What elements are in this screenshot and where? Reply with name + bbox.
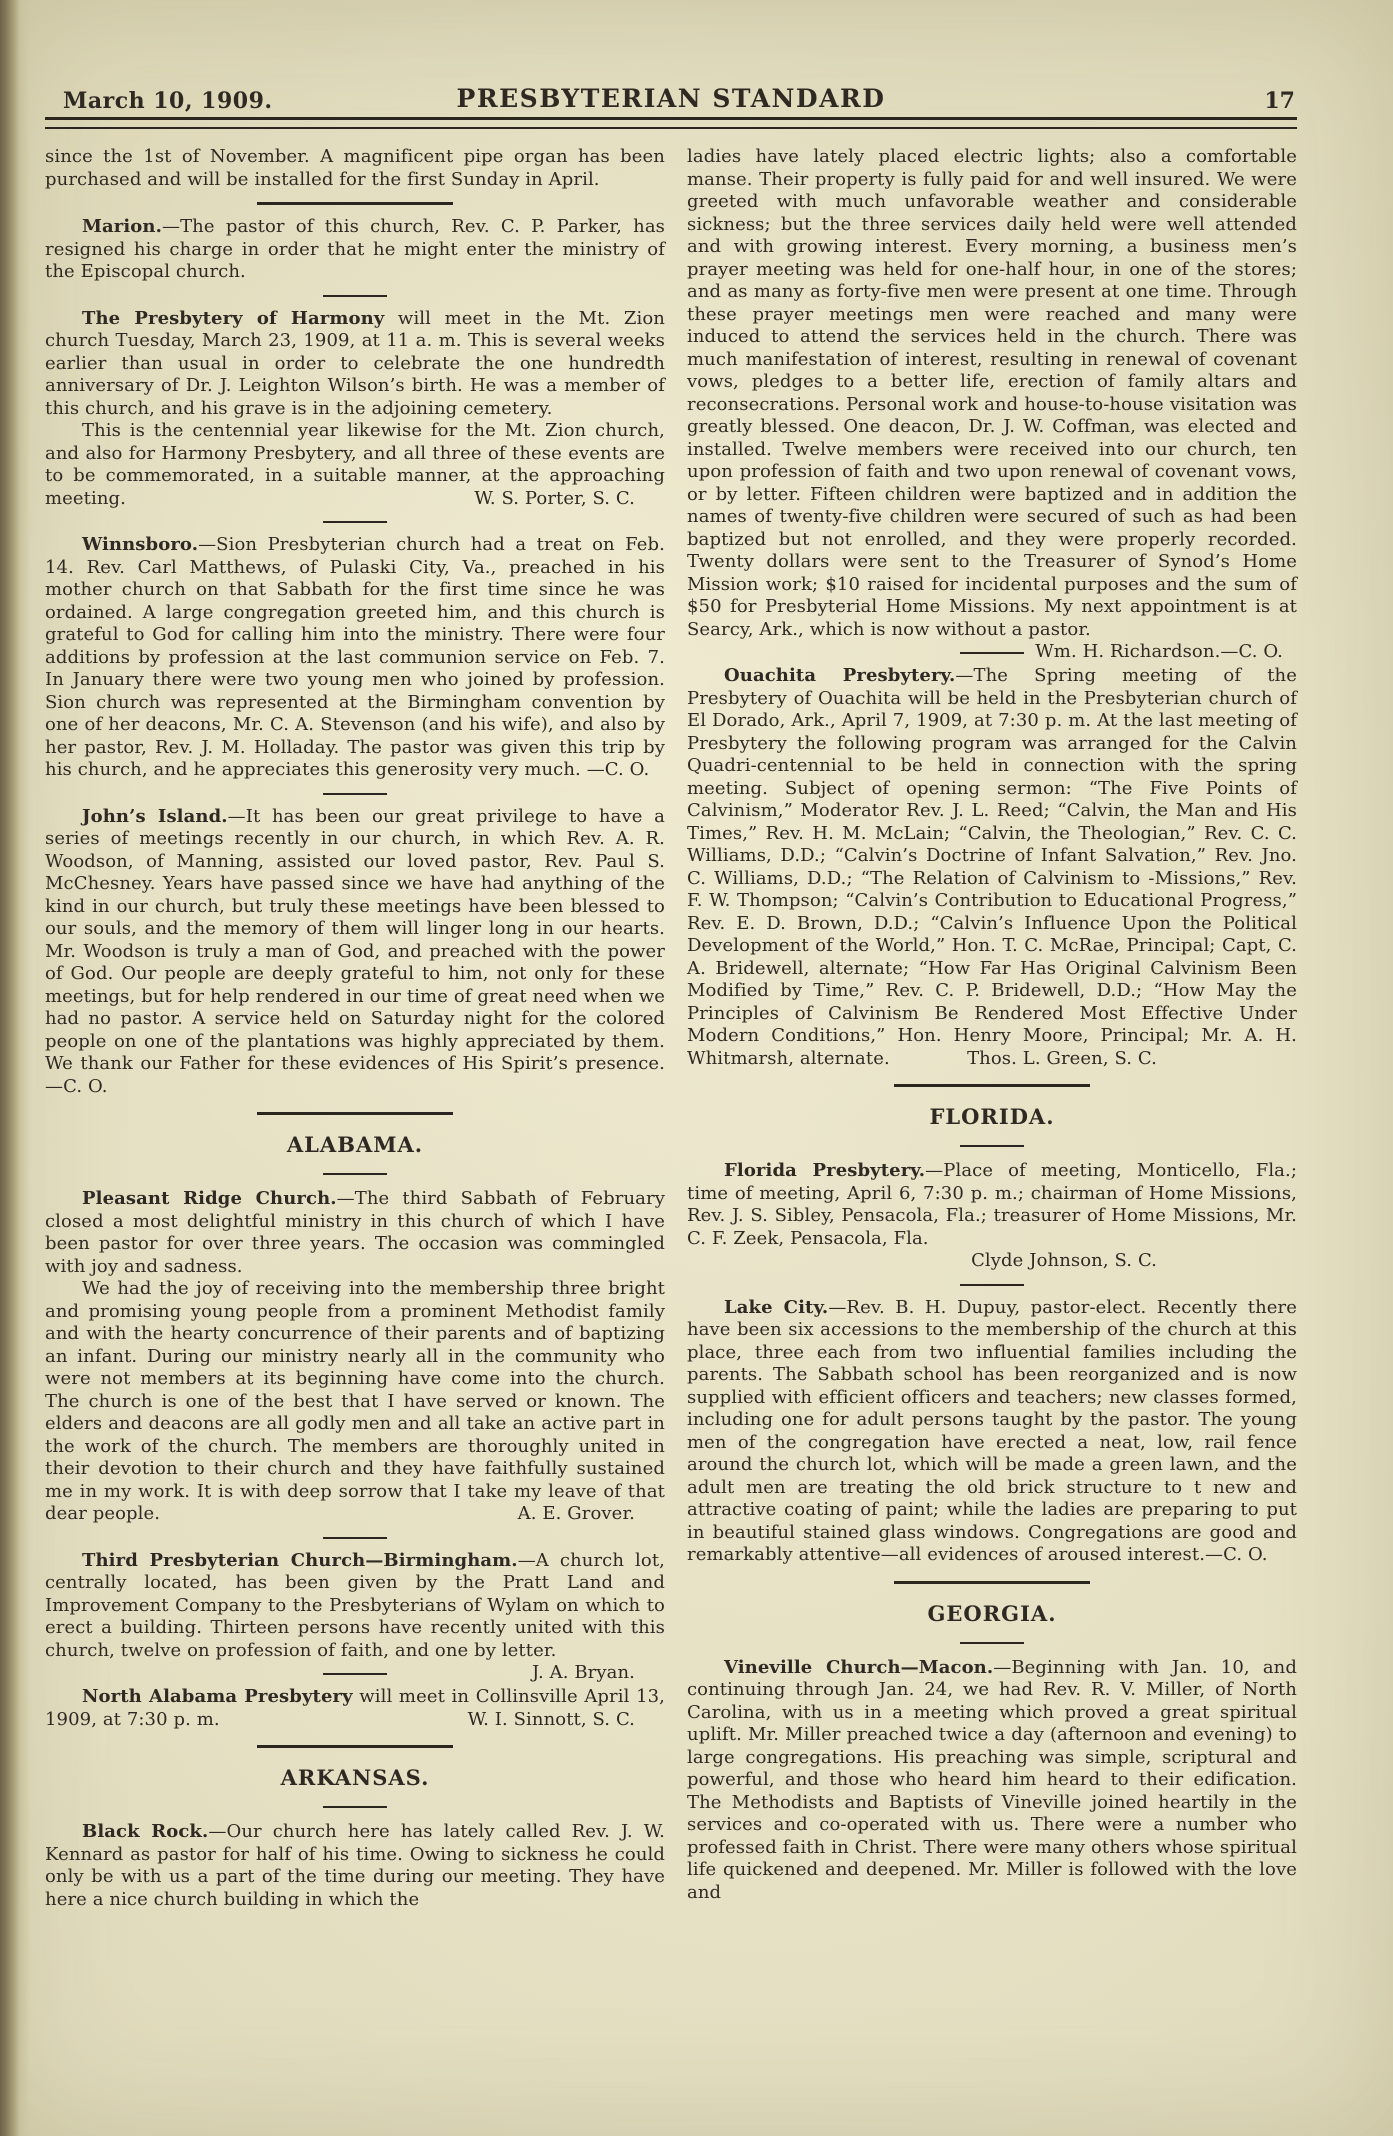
paragraph (45, 1686, 665, 1731)
masthead (45, 86, 1297, 116)
article-text: ladies have lately placed electric lights; also a comfortable manse. Their property is fully paid for and well insured. We were greeted with much unfavorable weather and considerable sickness; but the three services daily held were well attended and with growing interest. Every morning, a business men’s prayer meeting was held for one-half hour, in one of the stores; and as many as forty-five men were present at one time. Through these prayer meetings men were reached and many were induced to attend the services held in the church. There was much manifestation of interest, resulting in renewal of covenant vows, pledges to a better life, erection of family altars and reconsecrations. Personal work and house-to-house visitation was greatly blessed. One deacon, Dr. J. W. Coffman, was elected and installed. Twelve members were received into our church, ten upon profession of faith and two upon renewal of covenant vows, or by letter. Fifteen children were baptized and in addition the names of twenty-five children were secured of such as had been baptized but not enrolled, and they were properly recorded. Twenty dollars were sent to the Treasurer of Synod’s Home Mission work; $10 raised for incidental purposes and the sum of $50 for Presbyterial Home Missions. My next appointment is at Searcy, Ark., which is now without a pastor. (687, 146, 1297, 640)
section-divider (960, 1642, 1024, 1644)
paragraph (45, 1821, 665, 1911)
section-divider (960, 1145, 1024, 1147)
article-signature: W. S. Porter, S. C. (474, 487, 635, 509)
article-divider (323, 295, 387, 297)
article-lead: Vineville Church—Macon. (724, 1656, 994, 1678)
article-lead: Lake City. (724, 1296, 829, 1318)
article-text: will meet in Collinsville April 13, 1909, at 7:30 p. m. (45, 1686, 665, 1730)
article-lead: The Presbytery of Harmony (82, 307, 385, 329)
article-signature: W. I. Sinnott, S. C. (467, 1708, 635, 1730)
article-lead: Ouachita Presbytery. (724, 665, 956, 686)
article-text: —Place of meeting, Monticello, Fla.; time of meeting, April 6, 7:30 p. m.; chairman of Home Missions, Rev. J. S. Sibley, Pensacola, Fla.; treasurer of Home Missions, Mr. C. F. Zeek, Pensacola, Fla. (687, 1160, 1297, 1249)
paragraph (687, 1657, 1297, 1905)
article-text: —Sion Presbyterian church had a treat on Feb. 14. Rev. Carl Matthews, of Pulaski City, Va., preached in his mother church on that Sabbath for the first time since he was ordained. A large congregation greeted him, and this church is grateful to God for calling him into the ministry. There were four additions by profession at the last communion service on Feb. 7. In January there were two young men who joined by profession. Sion church was represented at the Birmingham convention by one of her deacons, Mr. C. A. Stevenson (and his wife), and also by her pastor, Rev. J. M. Holladay. The pastor was given this trip by his church, and he appreciates this generosity very much. —C. O. (45, 534, 665, 780)
article-text: will meet in the Mt. Zion church Tuesday, March 23, 1909, at 11 a. m. This is several weeks earlier than usual in order to celebrate the one hundredth anniversary of Dr. J. Leighton Wilson’s birth. He was a member of this church, and his grave is in the adjoining cemetery. (45, 307, 666, 419)
article-lead: Marion. (82, 216, 162, 237)
section-heading-florida: FLORIDA. (929, 1104, 1055, 1129)
article-text: We had the joy of receiving into the membership three bright and promising young people from a prominent Methodist family and with the hearty concurrence of their parents and of baptizing an infant. During our ministry nearly all in the community who were not members at its beginning have come into the church. The church is one of the best that I have served or known. The elders and deacons are all godly men and all take an active part in the work of the church. The members are thoroughly united in their devotion to their church and they have faithfully sustained me in my work. It is with deep sorrow that I take my leave of that dear people. (45, 1278, 665, 1524)
article-signature: J. A. Bryan. (532, 1662, 635, 1683)
paragraph (45, 308, 665, 421)
paragraph (45, 806, 665, 1099)
paragraph (687, 146, 1297, 662)
signature-line (687, 1250, 1297, 1273)
article-vineville-church (687, 1657, 1297, 1905)
article-lead: Third Presbyterian Church—Birmingham. (82, 1549, 518, 1571)
article-text: —Our church here has lately called Rev. J. W. Kennard as pastor for half of his time. Owing to sickness he could only be with us a part of the time during our meeting. They have here a nice church building in which the (45, 1821, 665, 1910)
article-text: —Beginning with Jan. 10, and continuing through Jan. 24, we had Rev. R. V. Miller, of North Carolina, with us in a meeting which proved a great spiritual uplift. Mr. Miller preached twice a day (afternoon and evening) to large congregations. His preaching was simple, scriptural and powerful, and those who heard him heard to their edification. The Methodists and Baptists of Vineville joined heartily in the services and co-operated with us. There were a number who professed faith in Christ. There were many others whose spiritual life quickened and deepened. Mr. Miller is followed with the love and (687, 1656, 1297, 1903)
article-text: —A church lot, centrally located, has been given by the Pratt Land and Improvement Company to the Presbyterians of Wylam on which to erect a building. Thirteen persons have recently united with this church, twelve on profession of faith, and one by letter. (45, 1549, 666, 1661)
paragraph (45, 1278, 665, 1526)
section-heading-alabama: ALABAMA. (286, 1132, 424, 1157)
article-text: —Rev. B. H. Dupuy, pastor-elect. Recently there have been six accessions to the membership of the church at this place, three each from two influential families including the parents. The Sabbath school has been reorganized and is now supplied with efficient officers and teachers; new classes formed, including one for adult persons taught by the pastor. The young men of the congregation have erected a neat, low, rail fence around the church lot, which will be made a green lawn, and the adult men are treating the old brick structure to t new and attractive coating of paint; while the ladies are preparing to put in beautiful stained glass windows. Congregations are good and remarkably attentive—all evidences of aroused interest.—C. O. (687, 1296, 1297, 1565)
article-divider-long (257, 202, 453, 205)
article-third-presbyterian (45, 1549, 666, 1683)
paragraph (45, 1188, 665, 1278)
article-black-rock (45, 1821, 665, 1911)
paragraph (45, 534, 665, 782)
article-continuation-left (45, 146, 665, 191)
paragraph (687, 1297, 1297, 1567)
section-heading-arkansas: ARKANSAS. (280, 1765, 430, 1790)
section-divider (257, 1112, 453, 1115)
article-text: —The Spring meeting of the Presbytery of Ouachita will be held in the Presbyterian church of El Dorado, Ark., April 7, 1909, at 7:30 p. m. At the last meeting of Presbytery the following program was arranged for the Calvin Quadri-centennial to be held in connection with the spring meeting. Subject of opening sermon: “The Five Points of Calvinism,” Moderator Rev. J. L. Reed; “Calvin, the Man and His Times,” Rev. H. M. McLain; “Calvin, the Theologian,” Rev. C. C. Williams, D.D.; “Calvin’s Doctrine of Infant Salvation,” Rev. Jno. C. Williams, D.D.; “The Relation of Calvinism to -Missions,” Rev. F. W. Thompson; “Calvin’s Contribution to Educational Progress,” Rev. E. D. Brown, D.D.; “Calvin’s Influence Upon the Political Development of the World,” Hon. T. C. McRae, Principal; Capt, C. A. Bridewell, alternate; “How Far Has Original Calvinism Been Modified by Time,” Rev. C. P. Bridewell, D.D.; “How May the Principles of Calvinism Be Rendered Most Effective Under Modern Conditions,” Hon. Henry Moore, Principal; Mr. A. H. Whitmarsh, alternate. (687, 665, 1297, 1069)
article-winnsboro (45, 534, 665, 782)
section-divider (323, 1173, 387, 1175)
article-lead: Florida Presbytery. (724, 1160, 926, 1181)
paragraph (45, 420, 665, 510)
article-divider (323, 1673, 387, 1675)
article-florida-presbytery (687, 1160, 1297, 1273)
issue-date: March 10, 1909. (63, 88, 273, 114)
paragraph (45, 146, 665, 191)
section-divider (894, 1084, 1090, 1087)
page-body (45, 146, 1297, 1911)
article-divider (960, 1284, 1024, 1286)
paragraph (687, 1160, 1297, 1250)
article-divider (323, 793, 387, 795)
article-text: This is the centennial year likewise for the Mt. Zion church, and also for Harmony Presbytery, and all three of these events are to be commemorated, in a suitable manner, at the approaching meeting. (45, 420, 665, 509)
article-text: —It has been our great privilege to have a series of meetings recently in our church, in which Rev. A. R. Woodson, of Manning, assisted our loved pastor, Rev. Paul S. McChesney. Years have passed since we have had anything of the kind in our church, but truly these meetings have been blessed to our souls, and the memory of them will linger long in our hearts. Mr. Woodson is truly a man of God, and preached with the power of God. Our people are deeply grateful to him, not only for these meetings, but for help rendered in our time of great need when we had no pastor. A service held on Saturday night for the colored people on one of the plantations was highly appreciated by them. We thank our Father for these evidences of His Spirit’s presence.—C. O. (45, 805, 666, 1097)
article-divider (323, 521, 387, 523)
section-heading-georgia: GEORGIA. (927, 1600, 1057, 1626)
page-binding-edge (0, 0, 30, 2136)
paragraph (687, 665, 1297, 1070)
section-divider (894, 1581, 1090, 1584)
article-divider (960, 652, 1024, 654)
publication-title: PRESBYTERIAN STANDARD (456, 84, 886, 113)
article-signature: A. E. Grover. (517, 1503, 635, 1524)
article-signature: Wm. H. Richardson.—C. O. (1035, 641, 1283, 662)
article-marion (45, 216, 665, 284)
article-lake-city (687, 1297, 1297, 1567)
paragraph (45, 216, 665, 284)
article-continuation-right (687, 146, 1297, 662)
article-text: —The third Sabbath of February closed a most delightful ministry in this church of which I have been pastor for over three years. The occasion was commingled with joy and sadness. (45, 1188, 665, 1277)
article-johns-island (45, 806, 665, 1099)
article-lead: Winnsboro. (82, 534, 199, 555)
article-lead: John’s Island. (82, 805, 228, 827)
section-divider (257, 1745, 453, 1748)
article-divider (323, 1537, 387, 1539)
article-text: —The pastor of this church, Rev. C. P. Parker, has resigned his charge in order that he might enter the ministry of the Episcopal church. (45, 216, 665, 282)
left-column (45, 146, 665, 1911)
right-column (687, 146, 1297, 1904)
paragraph (45, 1549, 666, 1683)
article-text: since the 1st of November. A magnificent pipe organ has been purchased and will be installed for the first Sunday in April. (45, 146, 665, 190)
section-divider (323, 1806, 387, 1808)
article-presbytery-of-harmony (45, 308, 665, 511)
article-lead: Pleasant Ridge Church. (82, 1188, 337, 1209)
article-signature: Thos. L. Green, S. C. (967, 1047, 1157, 1069)
article-ouachita-presbytery (687, 665, 1297, 1070)
masthead-rule (45, 117, 1297, 129)
article-lead: Black Rock. (82, 1821, 209, 1842)
article-lead: North Alabama Presbytery (82, 1686, 353, 1707)
page-number: 17 (1264, 88, 1295, 114)
article-signature: Clyde Johnson, S. C. (971, 1250, 1157, 1271)
article-north-alabama-presbytery (45, 1686, 665, 1731)
article-pleasant-ridge (45, 1188, 665, 1526)
